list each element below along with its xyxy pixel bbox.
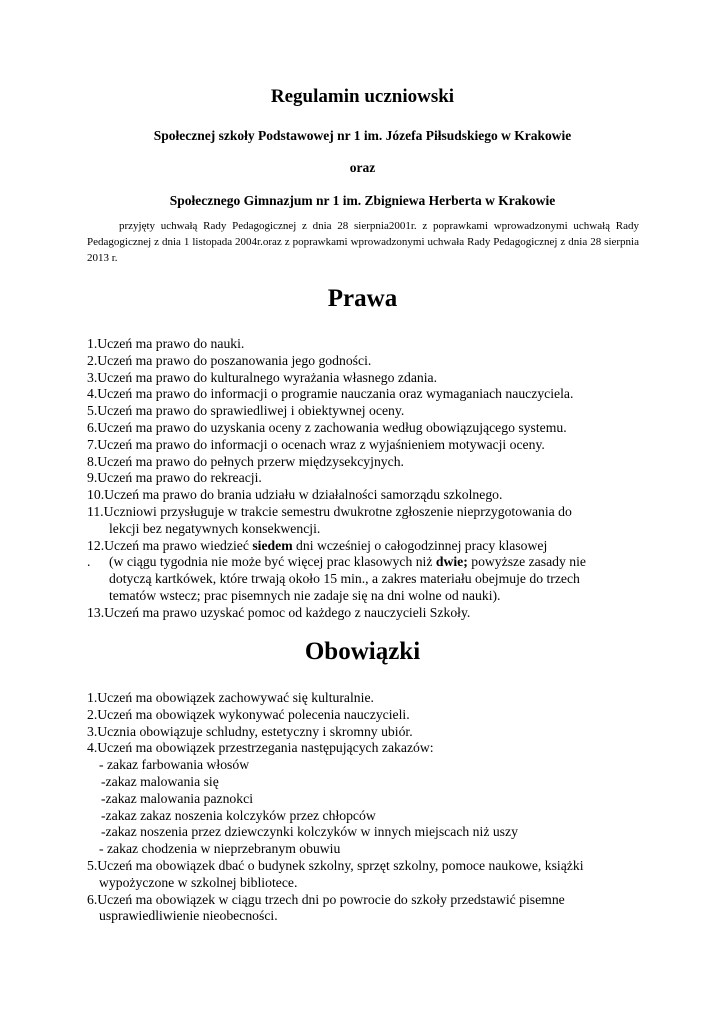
prohibition-item: - zakaz farbowania włosów xyxy=(99,757,250,773)
rights-item-12-prefix: 12.Uczeń ma prawo wiedzieć xyxy=(87,537,253,553)
rights-item-9: 9.Uczeń ma prawo do rekreacji. xyxy=(87,470,262,486)
rights-item-10: 10.Uczeń ma prawo do brania udziału w działalności samorządu szkolnego. xyxy=(87,487,503,503)
duties-list xyxy=(87,690,647,925)
document-title: Regulamin uczniowski xyxy=(270,86,455,107)
conjunction-oraz: oraz xyxy=(349,160,376,175)
adoption-note-text: przyjęty uchwałą Rady Pedagogicznej z dnia 28 sierpnia2001r. z poprawkami wprowadzonymi uchwałą Rady Pedagogicznej z dnia 1 listopada 2004r.oraz z poprawkami wprowadzonymi uchwała Rady Pedagogicznej z dnia 28 sierpnia 2013 r. xyxy=(87,220,639,264)
rights-item-12-note-suffix: powyższe zasady nie xyxy=(467,554,586,570)
rights-heading: Prawa xyxy=(327,285,398,312)
duties-item-6-continuation: usprawiedliwienie nieobecności. xyxy=(99,908,278,924)
prohibition-item: -zakaz malowania się xyxy=(101,773,219,789)
duties-item-5: 5.Uczeń ma obowiązek dbać o budynek szkolny, sprzęt szkolny, pomoce naukowe, książki xyxy=(87,857,584,873)
rights-item-2: 2.Uczeń ma prawo do poszanowania jego godności. xyxy=(87,352,372,368)
rights-item-12-note-prefix: (w ciągu tygodnia nie może być więcej prac klasowych niż xyxy=(109,554,436,570)
rights-item-12-suffix: dni wcześniej o całogodzinnej pracy klasowej xyxy=(292,537,548,553)
rights-list xyxy=(87,336,647,622)
rights-item-1: 1.Uczeń ma prawo do nauki. xyxy=(87,336,245,351)
school-name-gymnasium: Społecznego Gimnazjum nr 1 im. Zbigniewa Herberta w Krakowie xyxy=(169,193,556,208)
rights-item-12-bold: siedem xyxy=(252,537,293,553)
rights-item-12 xyxy=(87,538,647,555)
duties-item-5-continuation: wypożyczone w szkolnej bibliotece. xyxy=(99,874,298,890)
prohibition-item: -zakaz noszenia przez dziewczynki kolczyków w innych miejscach niż uszy xyxy=(101,824,518,840)
duties-item-2: 2.Uczeń ma obowiązek wykonywać polecenia nauczycieli. xyxy=(87,706,410,722)
rights-item-12-dot: . xyxy=(87,554,91,570)
rights-item-8: 8.Uczeń ma prawo do pełnych przerw międzysekcyjnych. xyxy=(87,453,404,469)
rights-item-5: 5.Uczeń ma prawo do sprawiedliwej i obiektywnej oceny. xyxy=(87,403,405,419)
rights-item-6: 6.Uczeń ma prawo do uzyskania oceny z zachowania według obowiązującego systemu. xyxy=(87,419,567,435)
rights-item-12-note xyxy=(87,554,647,571)
duties-heading: Obowiązki xyxy=(304,638,421,665)
prohibition-item: - zakaz chodzenia w nieprzebranym obuwiu xyxy=(99,841,341,857)
duties-item-3: 3.Ucznia obowiązuje schludny, estetyczny i skromny ubiór. xyxy=(87,723,413,739)
rights-item-13: 13.Uczeń ma prawo uzyskać pomoc od każdego z nauczycieli Szkoły. xyxy=(87,604,471,620)
rights-item-4: 4.Uczeń ma prawo do informacji o programie nauczania oraz wymaganiach nauczyciela. xyxy=(87,386,574,402)
duties-item-6: 6.Uczeń ma obowiązek w ciągu trzech dni po powrocie do szkoły przedstawić pisemne xyxy=(87,891,565,907)
rights-item-11-continuation: lekcji bez negatywnych konsekwencji. xyxy=(109,520,321,536)
rights-item-12-note-line-2: dotyczą kartkówek, które trwają około 15 min., a zakres materiału obejmuje do trzech xyxy=(109,571,580,587)
adoption-note xyxy=(87,218,639,266)
prohibition-item: -zakaz malowania paznokci xyxy=(101,790,253,806)
rights-item-11: 11.Uczniowi przysługuje w trakcie semestru dwukrotne zgłoszenie nieprzygotowania do xyxy=(87,503,572,519)
rights-item-3: 3.Uczeń ma prawo do kulturalnego wyrażania własnego zdania. xyxy=(87,369,438,385)
duties-item-1: 1.Uczeń ma obowiązek zachowywać się kulturalnie. xyxy=(87,690,374,705)
duties-item-4: 4.Uczeń ma obowiązek przestrzegania następujących zakazów: xyxy=(87,740,434,756)
prohibition-item: -zakaz zakaz noszenia kolczyków przez chłopców xyxy=(101,807,376,823)
rights-item-7: 7.Uczeń ma prawo do informacji o ocenach wraz z wyjaśnieniem motywacji oceny. xyxy=(87,436,545,452)
school-name-primary: Społecznej szkoły Podstawowej nr 1 im. Józefa Piłsudskiego w Krakowie xyxy=(153,128,572,143)
rights-item-12-note-bold: dwie; xyxy=(435,554,468,570)
rights-item-12-note-line-3: tematów wstecz; prac pisemnych nie zadaje się na dni wolne od nauki). xyxy=(109,587,501,603)
